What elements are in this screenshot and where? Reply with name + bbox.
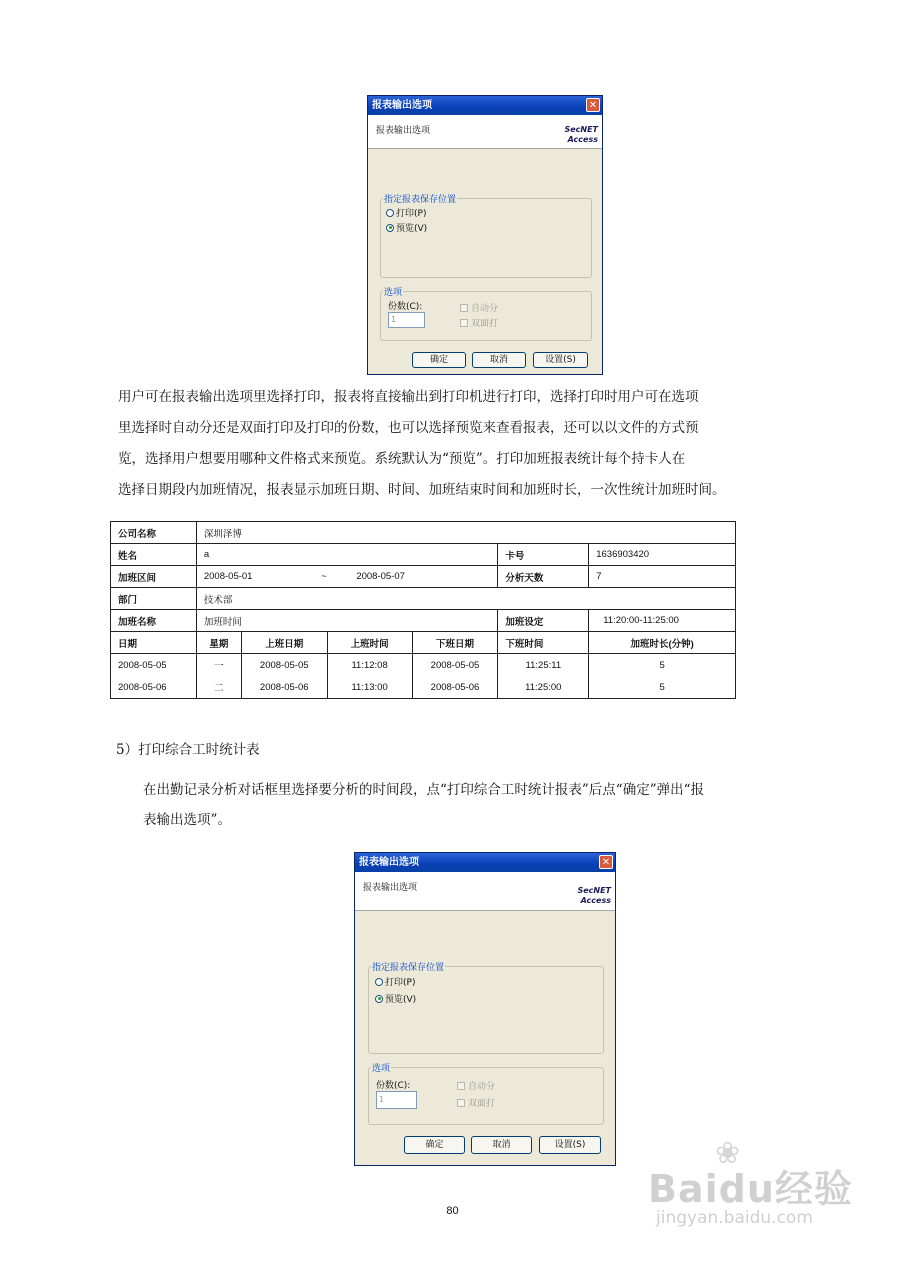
dialog-title: 报表输出选项: [372, 100, 432, 111]
print-radio[interactable]: 打印(P): [386, 206, 426, 219]
radio-icon[interactable]: [375, 978, 383, 986]
checkbox-icon[interactable]: [460, 304, 468, 312]
cancel-button[interactable]: 取消: [472, 352, 526, 368]
watermark-url: jingyan.baidu.com: [656, 1208, 813, 1228]
paw-icon: ❀: [715, 1136, 741, 1171]
checkbox-icon[interactable]: [457, 1099, 465, 1107]
days-value: 7: [589, 566, 736, 588]
radio-selected-icon[interactable]: [375, 995, 383, 1003]
dialog-header: [355, 872, 615, 911]
company-row: 公司名称 深圳泽博: [111, 522, 736, 544]
preview-radio[interactable]: 预览(V): [375, 992, 416, 1005]
copies-label: 份数(C):: [376, 1081, 411, 1091]
checkbox-icon[interactable]: [457, 1082, 465, 1090]
cancel-button[interactable]: 取消: [471, 1136, 532, 1154]
secnet-logo: SecNET Access: [577, 886, 611, 905]
auto-collate-checkbox[interactable]: 自动分: [457, 1079, 495, 1092]
checkbox-icon[interactable]: [460, 319, 468, 327]
baidu-jingyan-watermark: [648, 1136, 853, 1228]
copies-input[interactable]: 1: [376, 1091, 417, 1109]
section-heading: 5）打印综合工时统计表: [116, 742, 260, 758]
report-output-dialog: [367, 95, 603, 375]
company-value: 深圳泽博: [196, 522, 735, 544]
report-output-dialog-2: [354, 852, 616, 1166]
dialog-title: 报表输出选项: [359, 857, 419, 868]
ot-name-value: 加班时间: [196, 610, 498, 632]
watermark-main: Baidu经验: [648, 1167, 853, 1211]
column-header-row: 日期 星期 上班日期 上班时间 下班日期 下班时间 加班时长(分钟): [111, 632, 736, 654]
table-row: 2008-05-06 二 2008-05-06 11:13:00 2008-05-06 11:25:00 5: [111, 676, 736, 699]
dialog-header-text: 报表输出选项: [363, 883, 418, 893]
auto-collate-checkbox[interactable]: 自动分: [460, 301, 498, 314]
paragraph-2: 在出勤记录分析对话框里选择要分析的时间段，点“打印综合工时统计报表”后点“确定”弹出“报 表输出选项”。: [143, 782, 705, 828]
paragraph-1: 用户可在报表输出选项里选择打印，报表将直接输出到打印机进行打印，选择打印时用户可在选项 里选择时自动分还是双面打印及打印的份数，也可以选择预览来查看报表，还可以以文件的方式预 览，选择用户想要用哪种文件格式来预览。系统默认为“预览”。打印加班报表统计每个持卡人在 选择日期段内加班情况，报表显示加班日期、时间、加班结束时间和加班时长，一次性统计加班时间。: [118, 389, 726, 498]
ot-setting-value: 11:20:00-11:25:00: [589, 610, 736, 632]
settings-button[interactable]: 设置(S): [533, 352, 588, 368]
range-row: 加班区间 2008-05-01 ~ 2008-05-07 分析天数 7: [111, 566, 736, 588]
options-legend: 选项: [384, 288, 403, 298]
dialog-title-bar[interactable]: [355, 853, 615, 872]
ot-name-row: 加班名称 加班时间 加班设定 11:20:00-11:25:00: [111, 610, 736, 632]
print-radio[interactable]: 打印(P): [375, 975, 415, 988]
duplex-checkbox[interactable]: 双面打: [460, 316, 498, 329]
close-icon[interactable]: ✕: [586, 98, 600, 112]
dept-row: 部门 技术部: [111, 588, 736, 610]
copies-label: 份数(C):: [388, 302, 423, 312]
preview-radio[interactable]: 预览(V): [386, 221, 427, 234]
ok-button[interactable]: 确定: [412, 352, 466, 368]
radio-selected-icon[interactable]: [386, 224, 394, 232]
copies-input[interactable]: 1: [388, 312, 425, 328]
page-number: 80: [446, 1205, 459, 1217]
save-location-legend: 指定报表保存位置: [384, 195, 457, 205]
dialog-title-bar[interactable]: [368, 96, 602, 115]
radio-icon[interactable]: [386, 209, 394, 217]
ok-button[interactable]: 确定: [404, 1136, 465, 1154]
dept-value: 技术部: [196, 588, 735, 610]
name-row: 姓名 a 卡号 1636903420: [111, 544, 736, 566]
table-row: 2008-05-05 一 2008-05-05 11:12:08 2008-05-05 11:25:11 5: [111, 654, 736, 677]
name-value: a: [196, 544, 498, 566]
options-legend: 选项: [372, 1064, 391, 1074]
card-value: 1636903420: [589, 544, 736, 566]
secnet-logo: SecNET Access: [564, 125, 598, 144]
save-location-group: [380, 192, 592, 278]
settings-button[interactable]: 设置(S): [539, 1136, 601, 1154]
close-icon[interactable]: ✕: [599, 855, 613, 869]
duplex-checkbox[interactable]: 双面打: [457, 1096, 495, 1109]
overtime-report-table: [110, 521, 736, 699]
range-value: 2008-05-01 ~ 2008-05-07: [196, 566, 498, 588]
dialog-header-text: 报表输出选项: [376, 126, 431, 136]
dialog-header: [368, 115, 602, 149]
save-location-legend: 指定报表保存位置: [372, 963, 445, 973]
